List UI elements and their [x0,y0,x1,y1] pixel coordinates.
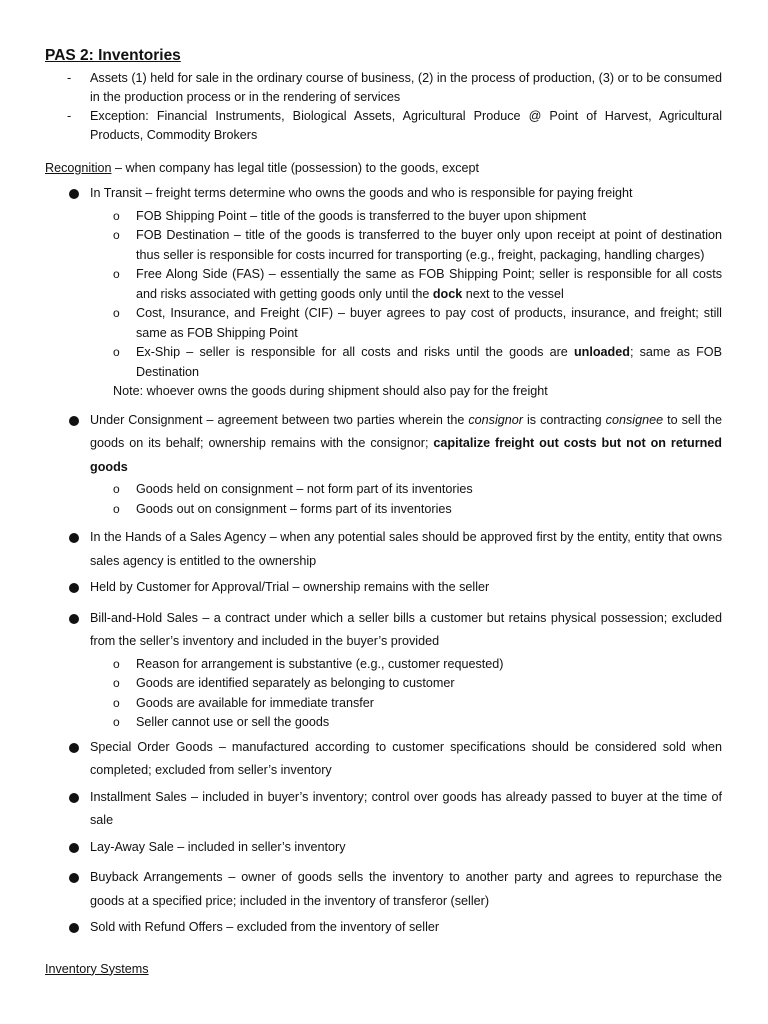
sub-text: Reason for arrangement is substantive (e.g., customer requested) [136,656,504,671]
sub-bold: dock [432,286,463,301]
bill-hold-subs [90,655,722,733]
recognition-bullets [45,182,722,940]
sub-item [90,713,722,733]
bullet-special-order [45,736,722,783]
circle-marker-icon: o [113,228,120,242]
sub-item [90,674,722,694]
bullet-dot-icon [69,873,79,883]
bullet-dot-icon [69,793,79,803]
sub-item [90,694,722,714]
intro-definition: Assets (1) held for sale in the ordinary course of business, (2) in the process of production, (3) or to be consumed in the production process or in the rendering of services [90,71,722,104]
bold-term: capitalize freight out costs but not on returned goods [90,436,722,474]
consignment-subs [90,480,722,519]
bullet-text: In Transit – freight terms determine who owns the goods and who is responsible for paying freight [90,186,633,200]
intro-item [45,69,722,107]
sub-item [90,226,722,265]
in-transit-note: Note: whoever owns the goods during shipment should also pay for the freight [113,384,548,398]
bullet-dot-icon [69,189,79,199]
sub-text: next to the vessel [462,286,564,301]
intro-item [45,107,722,145]
bullet-dot-icon [69,416,79,426]
text-run: is contracting [522,412,606,427]
bullet-text: Installment Sales – included in buyer’s inventory; control over goods has already passed to buyer at the time of sale [90,789,722,827]
sub-text: Seller cannot use or sell the goods [136,715,330,729]
dash-marker: - [67,109,72,123]
bullet-text: Bill-and-Hold Sales – a contract under which a seller bills a customer but retains physical possession; excluded from the seller’s inventory and included in the buyer’s provided [90,610,722,648]
bullet-dot-icon [69,583,79,593]
dash-marker: - [67,71,72,85]
bullet-text: Lay-Away Sale – included in seller’s inventory [90,839,346,854]
sub-text: Ex-Ship – seller is responsible for all costs and risks until the goods are [136,345,574,359]
circle-marker-icon: o [113,267,120,281]
sub-item [90,343,722,382]
circle-marker-icon: o [113,208,120,223]
intro-list [45,69,722,145]
circle-marker-icon: o [113,345,120,359]
text-run: to sell the goods on its behalf; ownership remains with the consignor; [90,412,723,450]
bullet-refund [45,916,722,940]
sub-item [90,265,722,304]
sub-item [90,500,722,520]
circle-marker-icon: o [113,501,120,516]
inventory-systems-heading: Inventory Systems [45,961,149,976]
page-title: PAS 2: Inventories [45,47,181,64]
bullet-text: Sold with Refund Offers – excluded from the inventory of seller [90,920,440,934]
bullet-dot-icon [69,743,79,753]
bullet-consignment [45,409,722,520]
sub-item [90,207,722,227]
sub-item [90,304,722,343]
intro-exception: Exception: Financial Instruments, Biological Assets, Agricultural Produce @ Point of Harvest, Agricultural Products, Commodity Brokers [90,109,722,142]
circle-marker-icon: o [113,715,120,729]
circle-marker-icon: o [113,695,120,710]
sub-text: Goods out on consignment – forms part of its inventories [136,501,452,516]
in-transit-subs [90,207,722,383]
circle-marker-icon: o [113,676,120,690]
recognition-heading: Recognition [45,161,112,175]
bullet-dot-icon [69,843,79,853]
bullet-installment [45,786,722,833]
circle-marker-icon: o [113,656,120,671]
bullet-text: In the Hands of a Sales Agency – when any potential sales should be approved first by the entity, entity that owns sales agency is entitled to the ownership [90,530,722,568]
bullet-approval [45,576,722,600]
recognition-heading-line [45,159,722,178]
sub-text: Goods are identified separately as belonging to customer [136,676,455,690]
circle-marker-icon: o [113,482,120,496]
italic-term: consignee [605,412,664,427]
sub-item [90,655,722,675]
bullet-buyback [45,866,722,913]
sub-text: Free Along Side (FAS) – essentially the same as FOB Shipping Point; seller is responsible for all costs and risks associated with getting goods only until the [136,267,722,301]
bullet-text [90,409,722,480]
bullet-dot-icon [69,533,79,543]
sub-text: FOB Destination – title of the goods is transferred to the buyer only upon receipt at point of destination thus seller is responsible for costs incurred for transporting (e.g., freight, packaging, handling charges) [136,228,722,262]
bullet-text: Held by Customer for Approval/Trial – ownership remains with the seller [90,580,490,594]
bullet-in-transit [45,182,722,402]
bullet-text: Buyback Arrangements – owner of goods sells the inventory to another party and agrees to repurchase the goods at a specified price; included in the inventory of transferor (seller) [90,870,722,908]
bullet-sales-agency [45,526,722,573]
bullet-dot-icon [69,614,79,624]
sub-text: FOB Shipping Point – title of the goods is transferred to the buyer upon shipment [136,208,587,223]
sub-bold: unloaded [573,345,630,359]
text-run: Under Consignment – agreement between two parties wherein the [90,412,469,427]
sub-item [90,480,722,500]
sub-text: ; same as FOB Destination [136,345,722,379]
recognition-text: – when company has legal title (possession) to the goods, except [111,161,480,175]
sub-text: Goods are available for immediate transfer [136,695,374,710]
bullet-text: Special Order Goods – manufactured according to customer specifications should be considered sold when completed; excluded from seller’s inventory [90,739,722,777]
document-page [45,46,722,979]
circle-marker-icon: o [113,306,120,320]
italic-term: consignor [468,412,523,427]
bullet-layaway [45,836,722,860]
sub-text: Cost, Insurance, and Freight (CIF) – buyer agrees to pay cost of products, insurance, and freight; still same as FOB Shipping Point [136,306,722,340]
sub-text: Goods held on consignment – not form part of its inventories [136,482,473,496]
bullet-bill-and-hold [45,607,722,733]
bullet-dot-icon [69,923,79,933]
